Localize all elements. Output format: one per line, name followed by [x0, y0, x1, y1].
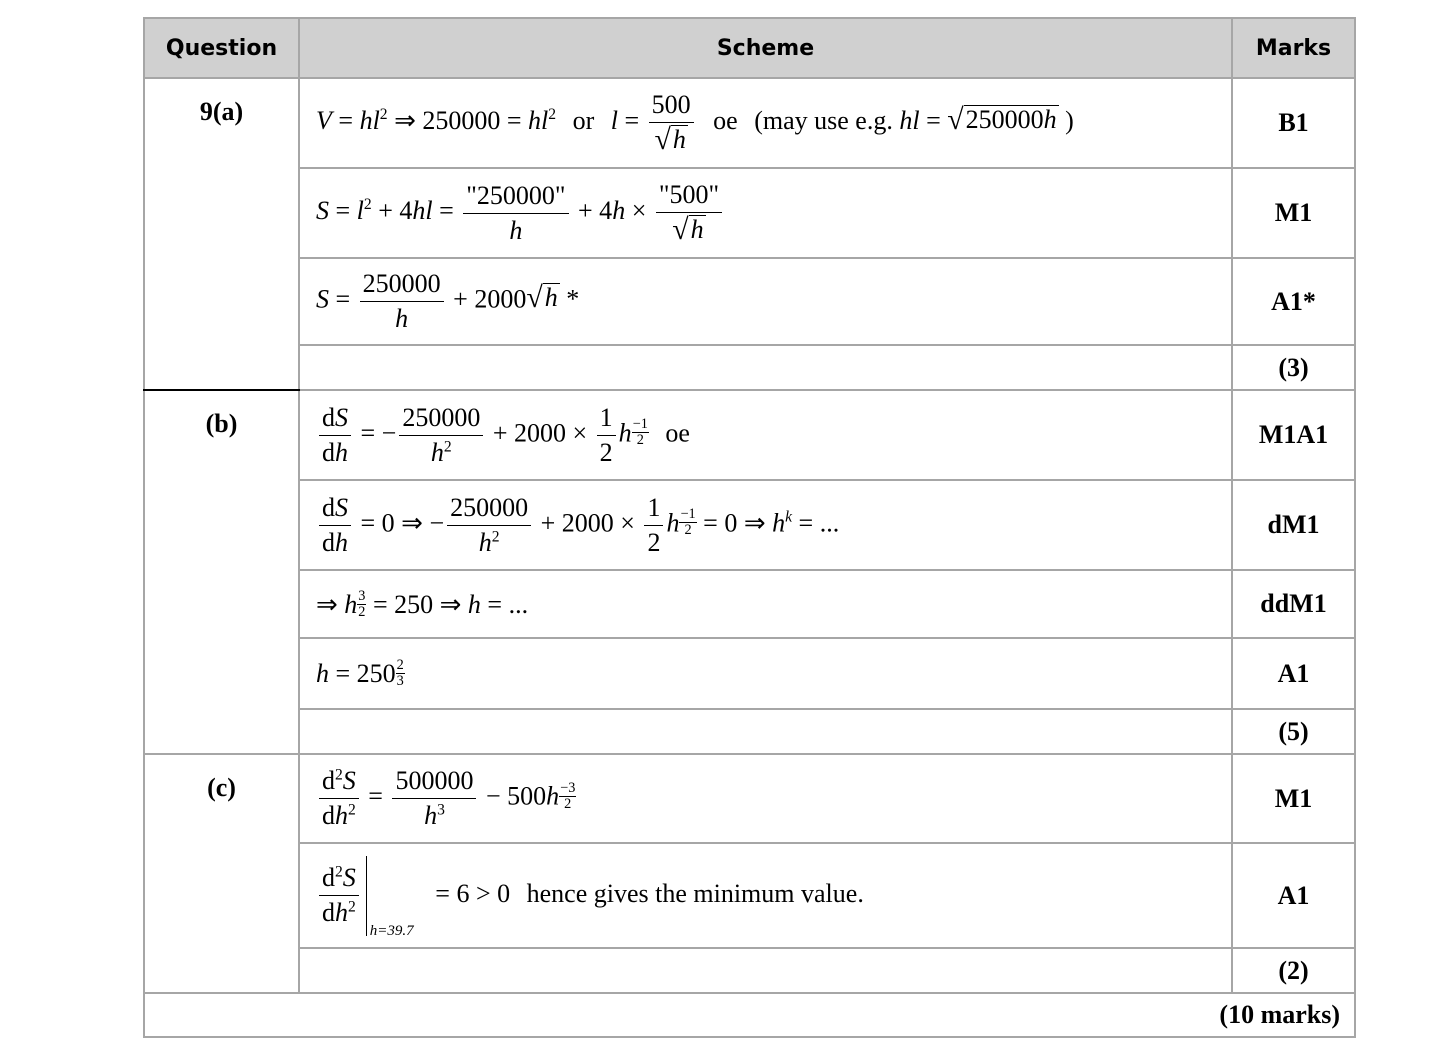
- question-label-c: (c): [144, 754, 299, 993]
- subtotal-b: (5): [1232, 709, 1355, 754]
- scheme-b1: $\frac{dS}{dh}$ = − $\frac{250000}{h^2}$ + 2000 × $\frac{1}{2}$ h $\frac{-1}{2}$ oe: [299, 390, 1232, 480]
- scheme-row: [144, 390, 1355, 480]
- question-label-b: (b): [144, 390, 299, 754]
- scheme-row: [144, 570, 1355, 638]
- question-header: Question: [144, 18, 299, 78]
- scheme-blank: [299, 709, 1232, 754]
- mark-scheme-table: [143, 17, 1356, 1038]
- mark-b1: M1A1: [1232, 390, 1355, 480]
- scheme-row: [144, 258, 1355, 345]
- subtotal-c: (2): [1232, 948, 1355, 993]
- mark-a1: B1: [1232, 78, 1355, 168]
- total-marks: (10 marks): [144, 993, 1355, 1037]
- scheme-row: [144, 843, 1355, 948]
- scheme-row: [144, 754, 1355, 843]
- scheme-b4: h = 250 $\frac{2}{3}$: [299, 638, 1232, 709]
- scheme-b2: $\frac{dS}{dh}$ = 0 ⇒ − $\frac{250000}{h^2}$ + 2000 × $\frac{1}{2}$ h $\frac{-1}{2}$ = 0 ⇒ $h^k$ = ...: [299, 480, 1232, 570]
- scheme-row: [144, 78, 1355, 168]
- header-row: [144, 18, 1355, 78]
- mark-c1: M1: [1232, 754, 1355, 843]
- scheme-c1: $\frac{d^2S}{dh^2}$ = $\frac{500000}{h^3}$ − 500h $\frac{-3}{2}$: [299, 754, 1232, 843]
- mark-b4: A1: [1232, 638, 1355, 709]
- total-row: [144, 993, 1355, 1037]
- scheme-b3: ⇒ h $\frac{3}{2}$ = 250 ⇒ h = ...: [299, 570, 1232, 638]
- scheme-row: [144, 168, 1355, 258]
- scheme-a2: $S = l^2 + 4hl$ = $\frac{"250000"}{h}$ + 4h × "500" √ h: [299, 168, 1232, 258]
- mark-a2: M1: [1232, 168, 1355, 258]
- subtotal-row: [144, 345, 1355, 390]
- mark-b2: dM1: [1232, 480, 1355, 570]
- marks-header: Marks: [1232, 18, 1355, 78]
- scheme-row: [144, 480, 1355, 570]
- scheme-header: Scheme: [299, 18, 1232, 78]
- mark-b3: ddM1: [1232, 570, 1355, 638]
- mark-c2: A1: [1232, 843, 1355, 948]
- question-label-a: 9(a): [144, 78, 299, 390]
- scheme-c2: $\frac{d^2S}{dh^2}$ h=39.7 = 6 > 0 hence gives the minimum value.: [299, 843, 1232, 948]
- scheme-blank: [299, 345, 1232, 390]
- subtotal-row: [144, 709, 1355, 754]
- subtotal-row: [144, 948, 1355, 993]
- mark-a3: A1*: [1232, 258, 1355, 345]
- subtotal-a: (3): [1232, 345, 1355, 390]
- scheme-blank: [299, 948, 1232, 993]
- scheme-row: [144, 638, 1355, 709]
- scheme-a1: $V = hl^2$ ⇒ $250000 = hl^2$ or l = 500 √ h oe (may use e.g. hl = √ 250000h ): [299, 78, 1232, 168]
- scheme-a3: S = $\frac{250000}{h}$ + 2000 √ h *: [299, 258, 1232, 345]
